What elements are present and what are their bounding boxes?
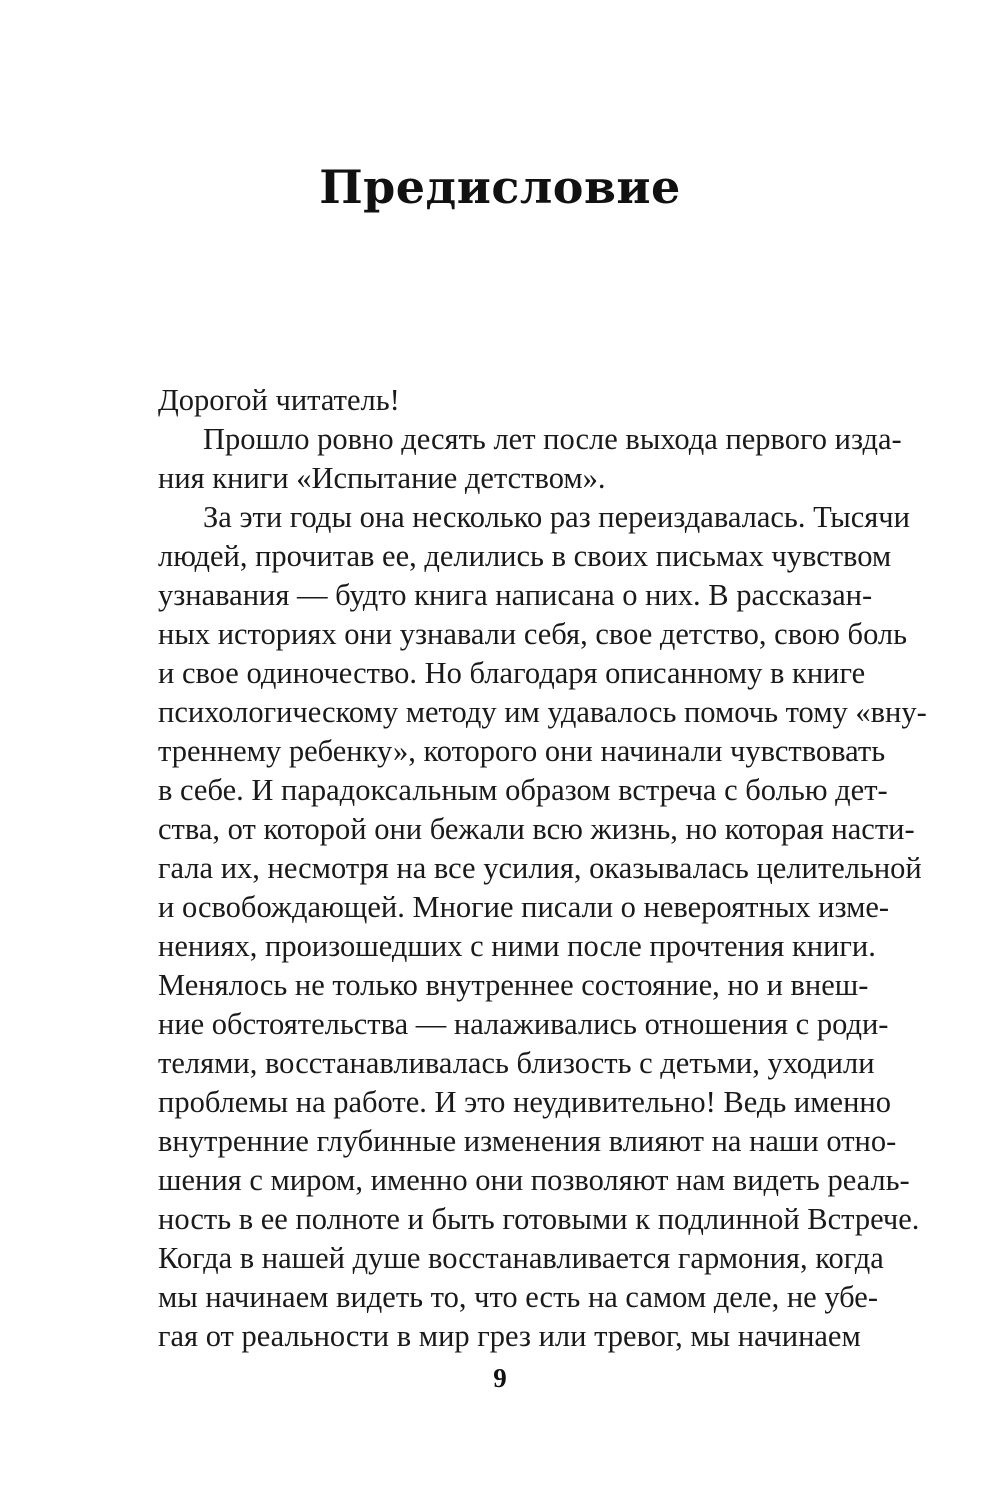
text-line: шения с миром, именно они позволяют нам видеть реаль-	[158, 1163, 910, 1197]
text-line: треннему ребенку», которого они начинали чувствовать	[158, 734, 886, 768]
text-line: телями, восстанавливалась близость с детьми, уходили	[158, 1046, 875, 1080]
text-line: людей, прочитав ее, делились в своих письмах чувством	[158, 539, 892, 573]
text-line: Менялось не только внутреннее состояние, но и внеш-	[158, 968, 869, 1002]
text-line: внутренние глубинные изменения влияют на наши отно-	[158, 1124, 897, 1158]
text-line: и свое одиночество. Но благодаря описанному в книге	[158, 656, 866, 690]
text-line: Когда в нашей душе восстанавливается гармония, когда	[158, 1241, 884, 1275]
text-line: психологическому методу им удавалось помочь тому «вну-	[158, 695, 927, 729]
text-line: нениях, произошедших с ними после прочтения книги.	[158, 929, 876, 963]
text-line: в себе. И парадоксальным образом встреча с болью дет-	[158, 773, 888, 807]
text-line: Прошло ровно десять лет после выхода первого изда-	[203, 422, 902, 456]
text-line: мы начинаем видеть то, что есть на самом деле, не убе-	[158, 1280, 878, 1314]
text-line: ства, от которой они бежали всю жизнь, но которая насти-	[158, 812, 915, 846]
chapter-title: Предисловие	[319, 160, 681, 214]
text-line: и освобождающей. Многие писали о невероятных изме-	[158, 890, 890, 924]
page-number: 9	[493, 1363, 507, 1393]
text-line: проблемы на работе. И это неудивительно! Ведь именно	[158, 1085, 891, 1119]
salutation-line: Дорогой читатель!	[158, 383, 400, 417]
text-line: ния книги «Испытание детством».	[158, 461, 606, 495]
text-line: гала их, несмотря на все усилия, оказывалась целительной	[158, 851, 922, 885]
text-line: ность в ее полноте и быть готовыми к подлинной Встрече.	[158, 1202, 920, 1236]
text-line: ние обстоятельства — налаживались отношения с роди-	[158, 1007, 889, 1041]
text-line: За эти годы она несколько раз переиздавалась. Тысячи	[203, 500, 910, 534]
text-line: гая от реальности в мир грез или тревог, мы начинаем	[158, 1319, 861, 1353]
text-line: ных историях они узнавали себя, свое детство, свою боль	[158, 617, 908, 651]
text-line: узнавания — будто книга написана о них. В рассказан-	[158, 578, 873, 612]
